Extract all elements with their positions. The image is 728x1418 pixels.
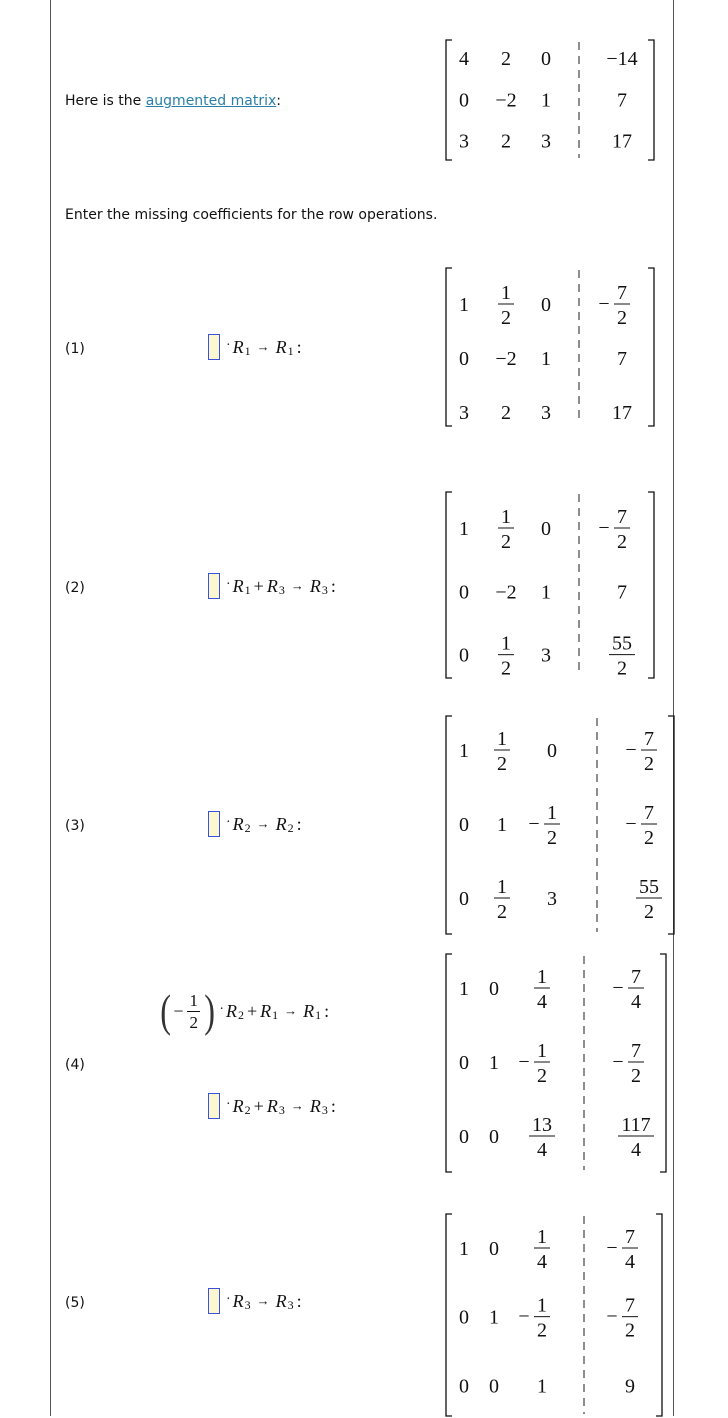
svg-text:4: 4	[625, 1251, 635, 1273]
svg-text:0: 0	[459, 1306, 469, 1329]
step-label-3: (3)	[65, 818, 85, 834]
svg-text:−: −	[518, 1305, 530, 1328]
matrix-4-cell-2-0	[459, 1126, 469, 1148]
matrix-0-cell-0-1	[501, 48, 511, 70]
matrix-5-cell-0-0	[459, 1238, 469, 1260]
svg-text:2: 2	[501, 130, 511, 153]
svg-text:1: 1	[537, 1294, 547, 1317]
svg-text:0: 0	[489, 1375, 499, 1398]
svg-text:3: 3	[541, 644, 551, 667]
svg-text:2: 2	[617, 531, 627, 553]
matrix-0-cell-1-3	[617, 89, 627, 111]
matrix-3-cell-0-0	[459, 740, 469, 762]
matrix-2-cell-1-1	[495, 581, 516, 603]
svg-text:0: 0	[459, 1375, 469, 1398]
row-op-4a: ( − $\frac{1}{2}$ ) · R $_2$ + R $_1$ → R $_1$ :	[160, 985, 330, 1036]
svg-text:1: 1	[537, 1226, 547, 1248]
matrix-5-cell-0-2	[534, 1226, 550, 1273]
coefficient-input-3[interactable]	[208, 811, 220, 837]
matrix-1-cell-1-2	[541, 348, 551, 370]
matrix-3-cell-1-0	[459, 814, 469, 836]
svg-text:4: 4	[631, 1139, 641, 1161]
svg-text:55: 55	[612, 632, 632, 655]
svg-text:−2: −2	[495, 581, 517, 604]
left-bracket	[446, 268, 452, 426]
matrix-0-cell-1-2	[541, 89, 551, 111]
svg-text:1: 1	[459, 294, 469, 316]
matrix-4-cell-1-0	[459, 1052, 469, 1074]
right-bracket	[660, 954, 666, 1172]
svg-text:2: 2	[501, 402, 511, 424]
svg-text:55: 55	[639, 876, 659, 898]
svg-text:2: 2	[644, 901, 654, 923]
matrix-4-cell-0-3	[612, 966, 644, 1013]
svg-text:2: 2	[625, 1319, 635, 1342]
matrix-1-cell-1-1	[495, 348, 516, 370]
svg-text:2: 2	[501, 531, 511, 553]
svg-text:0: 0	[459, 348, 469, 370]
matrix-0-cell-2-0	[459, 131, 469, 153]
svg-text:0: 0	[459, 581, 469, 604]
matrix-1-cell-2-1	[501, 402, 511, 424]
matrix-5-cell-2-2	[537, 1375, 547, 1397]
svg-text:2: 2	[547, 827, 557, 849]
svg-text:1: 1	[501, 282, 511, 304]
right-bracket	[668, 716, 674, 934]
svg-text:4: 4	[537, 1251, 547, 1273]
svg-text:2: 2	[497, 753, 507, 775]
row-op-4b: · R $_2$ + R $_3$ → R $_3$ :	[208, 1093, 336, 1119]
matrix-3-cell-2-1	[494, 876, 510, 923]
svg-text:4: 4	[537, 991, 547, 1013]
matrix-0-cell-2-2	[541, 131, 551, 153]
svg-text:−2: −2	[495, 89, 517, 112]
svg-text:17: 17	[612, 402, 632, 424]
svg-text:13: 13	[532, 1114, 552, 1136]
svg-text:1: 1	[537, 1040, 547, 1062]
svg-text:4: 4	[459, 48, 469, 70]
svg-text:−: −	[598, 517, 610, 539]
svg-text:7: 7	[617, 282, 627, 304]
svg-text:3: 3	[541, 130, 551, 153]
matrix-5-cell-2-1	[489, 1375, 499, 1397]
svg-text:0: 0	[459, 814, 469, 836]
matrix-4-cell-0-0	[459, 978, 469, 1000]
intro-text: Here is the augmented matrix:	[65, 93, 281, 109]
svg-text:3: 3	[547, 888, 557, 910]
svg-text:−: −	[625, 813, 637, 835]
svg-text:−: −	[625, 739, 637, 761]
right-bracket	[648, 40, 654, 160]
svg-text:3: 3	[459, 130, 469, 153]
svg-text:7: 7	[625, 1226, 635, 1248]
matrix-0-cell-0-2	[541, 48, 551, 70]
left-bracket	[446, 40, 452, 160]
svg-text:1: 1	[547, 802, 557, 824]
matrix-0-cell-2-3	[612, 131, 632, 153]
matrix-step-1	[444, 266, 656, 428]
svg-text:117: 117	[621, 1114, 651, 1136]
svg-text:2: 2	[644, 827, 654, 849]
matrix-1-cell-2-3	[612, 402, 632, 424]
svg-text:0: 0	[541, 48, 551, 70]
left-bracket	[446, 1214, 452, 1416]
svg-text:−: −	[606, 1237, 618, 1259]
svg-text:2: 2	[501, 48, 511, 70]
step-label-4: (4)	[65, 1057, 85, 1073]
matrix-1-cell-0-1	[498, 282, 514, 329]
svg-text:0: 0	[541, 518, 551, 540]
svg-text:1: 1	[497, 728, 507, 750]
svg-text:2: 2	[537, 1319, 547, 1342]
matrix-2-cell-0-2	[541, 518, 551, 540]
svg-text:2: 2	[501, 657, 511, 680]
svg-text:2: 2	[617, 307, 627, 329]
matrix-3-cell-2-3	[636, 876, 662, 923]
svg-text:1: 1	[459, 978, 469, 1000]
step-label-2: (2)	[65, 580, 85, 596]
matrix-step-5	[444, 1212, 664, 1418]
matrix-3-cell-0-1	[494, 728, 510, 775]
matrix-0-cell-0-0	[459, 48, 469, 70]
matrix-5-cell-2-3	[625, 1375, 635, 1397]
matrix-5-cell-2-0	[459, 1375, 469, 1397]
instruction-text: Enter the missing coefficients for the row operations.	[65, 207, 438, 223]
matrix-2-cell-2-1	[498, 633, 514, 680]
svg-text:1: 1	[501, 632, 511, 655]
svg-text:4: 4	[537, 1139, 547, 1161]
matrix-2-cell-0-1	[498, 506, 514, 553]
matrix-2-cell-2-2	[541, 645, 551, 667]
svg-text:−2: −2	[495, 348, 517, 370]
svg-text:2: 2	[644, 753, 654, 775]
matrix-1-cell-2-0	[459, 402, 469, 424]
matrix-5-cell-0-1	[489, 1238, 499, 1260]
matrix-1-cell-2-2	[541, 402, 551, 424]
matrix-5-cell-1-3	[606, 1295, 638, 1342]
svg-text:1: 1	[489, 1306, 499, 1329]
matrix-0-cell-2-1	[501, 131, 511, 153]
step-label-1: (1)	[65, 341, 85, 357]
coefficient-input-5[interactable]	[208, 1288, 220, 1314]
svg-text:0: 0	[547, 740, 557, 762]
right-bracket	[648, 268, 654, 426]
left-bracket	[446, 716, 452, 934]
svg-text:1: 1	[497, 876, 507, 898]
svg-text:1: 1	[489, 1052, 499, 1074]
svg-text:2: 2	[617, 657, 627, 680]
svg-text:7: 7	[617, 506, 627, 528]
matrix-2-cell-1-2	[541, 581, 551, 603]
matrix-step-4	[444, 952, 668, 1174]
matrix-0-cell-0-3	[606, 48, 637, 70]
left-bracket	[446, 492, 452, 678]
svg-text:0: 0	[459, 1126, 469, 1148]
matrix-4-cell-0-1	[489, 978, 499, 1000]
row-op-3: · R $_2$ → R $_2$ :	[208, 811, 302, 837]
svg-text:1: 1	[497, 814, 507, 836]
svg-text:−: −	[528, 813, 540, 835]
svg-text:−: −	[606, 1305, 618, 1328]
svg-text:7: 7	[617, 581, 627, 604]
svg-text:7: 7	[631, 1040, 641, 1062]
svg-text:1: 1	[541, 348, 551, 370]
matrix-2-cell-2-3	[609, 633, 635, 680]
svg-text:1: 1	[541, 89, 551, 112]
matrix-3-cell-0-3	[625, 728, 657, 775]
svg-text:3: 3	[541, 402, 551, 424]
matrix-3-cell-2-0	[459, 888, 469, 910]
matrix-2-cell-0-0	[459, 518, 469, 540]
coef-fraction: $\frac{1}{2}$	[189, 990, 198, 1032]
matrix-4-cell-1-1	[489, 1052, 499, 1074]
svg-text:2: 2	[631, 1065, 641, 1087]
matrix-step-2	[444, 490, 656, 680]
matrix-4-cell-1-2	[518, 1040, 550, 1087]
svg-text:0: 0	[459, 1052, 469, 1074]
svg-text:3: 3	[459, 402, 469, 424]
row-op-1: · R $_1$ → R $_1$ :	[208, 334, 302, 360]
svg-text:2: 2	[497, 901, 507, 923]
matrix-5-cell-0-3	[606, 1226, 638, 1273]
matrix-0-cell-1-1	[495, 89, 516, 111]
matrix-5-cell-1-2	[518, 1295, 550, 1342]
svg-text:7: 7	[625, 1294, 635, 1317]
matrix-5-cell-1-0	[459, 1307, 469, 1329]
svg-text:1: 1	[459, 518, 469, 540]
matrix-3-cell-1-3	[625, 802, 657, 849]
coefficient-input-4[interactable]	[208, 1093, 220, 1119]
matrix-2-cell-1-0	[459, 581, 469, 603]
svg-text:0: 0	[489, 1238, 499, 1260]
matrix-3-cell-1-1	[497, 814, 507, 836]
matrix-4-cell-0-2	[534, 966, 550, 1013]
svg-text:−: −	[612, 977, 624, 999]
matrix-1-cell-0-0	[459, 294, 469, 316]
matrix-1-cell-0-2	[541, 294, 551, 316]
svg-text:1: 1	[459, 1238, 469, 1260]
svg-text:0: 0	[459, 89, 469, 112]
matrix-2-cell-2-0	[459, 645, 469, 667]
matrix-4-cell-2-2	[529, 1114, 555, 1161]
row-op-5: · R $_3$ → R $_3$ :	[208, 1288, 302, 1314]
coefficient-input-1[interactable]	[208, 334, 220, 360]
svg-text:7: 7	[631, 966, 641, 988]
svg-text:2: 2	[537, 1065, 547, 1087]
matrix-4-cell-2-1	[489, 1126, 499, 1148]
svg-text:7: 7	[617, 348, 627, 370]
svg-text:1: 1	[537, 966, 547, 988]
coefficient-input-2[interactable]	[208, 573, 220, 599]
svg-text:2: 2	[501, 307, 511, 329]
svg-text:7: 7	[617, 89, 627, 112]
matrix-5-cell-1-1	[489, 1307, 499, 1329]
svg-text:0: 0	[459, 888, 469, 910]
svg-text:1: 1	[459, 740, 469, 762]
svg-text:9: 9	[625, 1375, 635, 1398]
augmented-matrix-initial	[444, 38, 656, 162]
svg-text:0: 0	[489, 1126, 499, 1148]
svg-text:0: 0	[459, 644, 469, 667]
svg-text:−: −	[518, 1051, 530, 1073]
matrix-1-cell-0-3	[598, 282, 630, 329]
right-bracket	[648, 492, 654, 678]
matrix-3-cell-1-2	[528, 802, 560, 849]
svg-text:1: 1	[541, 581, 551, 604]
right-bracket	[656, 1214, 662, 1416]
row-op-2: · R $_1$ + R $_3$ → R $_3$ :	[208, 573, 336, 599]
left-bracket	[446, 954, 452, 1172]
matrix-4-cell-2-3	[618, 1114, 654, 1161]
svg-text:0: 0	[541, 294, 551, 316]
matrix-2-cell-0-3	[598, 506, 630, 553]
svg-text:7: 7	[644, 728, 654, 750]
matrix-step-3	[444, 714, 676, 936]
matrix-3-cell-2-2	[547, 888, 557, 910]
matrix-1-cell-1-0	[459, 348, 469, 370]
step-label-5: (5)	[65, 1295, 85, 1311]
svg-text:17: 17	[612, 130, 632, 153]
svg-text:4: 4	[631, 991, 641, 1013]
svg-text:−: −	[598, 293, 610, 315]
matrix-0-cell-1-0	[459, 89, 469, 111]
matrix-2-cell-1-3	[617, 581, 627, 603]
svg-text:0: 0	[489, 978, 499, 1000]
svg-text:1: 1	[501, 506, 511, 528]
svg-text:−14: −14	[606, 48, 638, 70]
matrix-1-cell-1-3	[617, 348, 627, 370]
svg-text:7: 7	[644, 802, 654, 824]
svg-text:−: −	[612, 1051, 624, 1073]
augmented-matrix-link[interactable]: augmented matrix	[145, 93, 277, 109]
matrix-4-cell-1-3	[612, 1040, 644, 1087]
matrix-3-cell-0-2	[547, 740, 557, 762]
svg-text:1: 1	[537, 1375, 547, 1398]
